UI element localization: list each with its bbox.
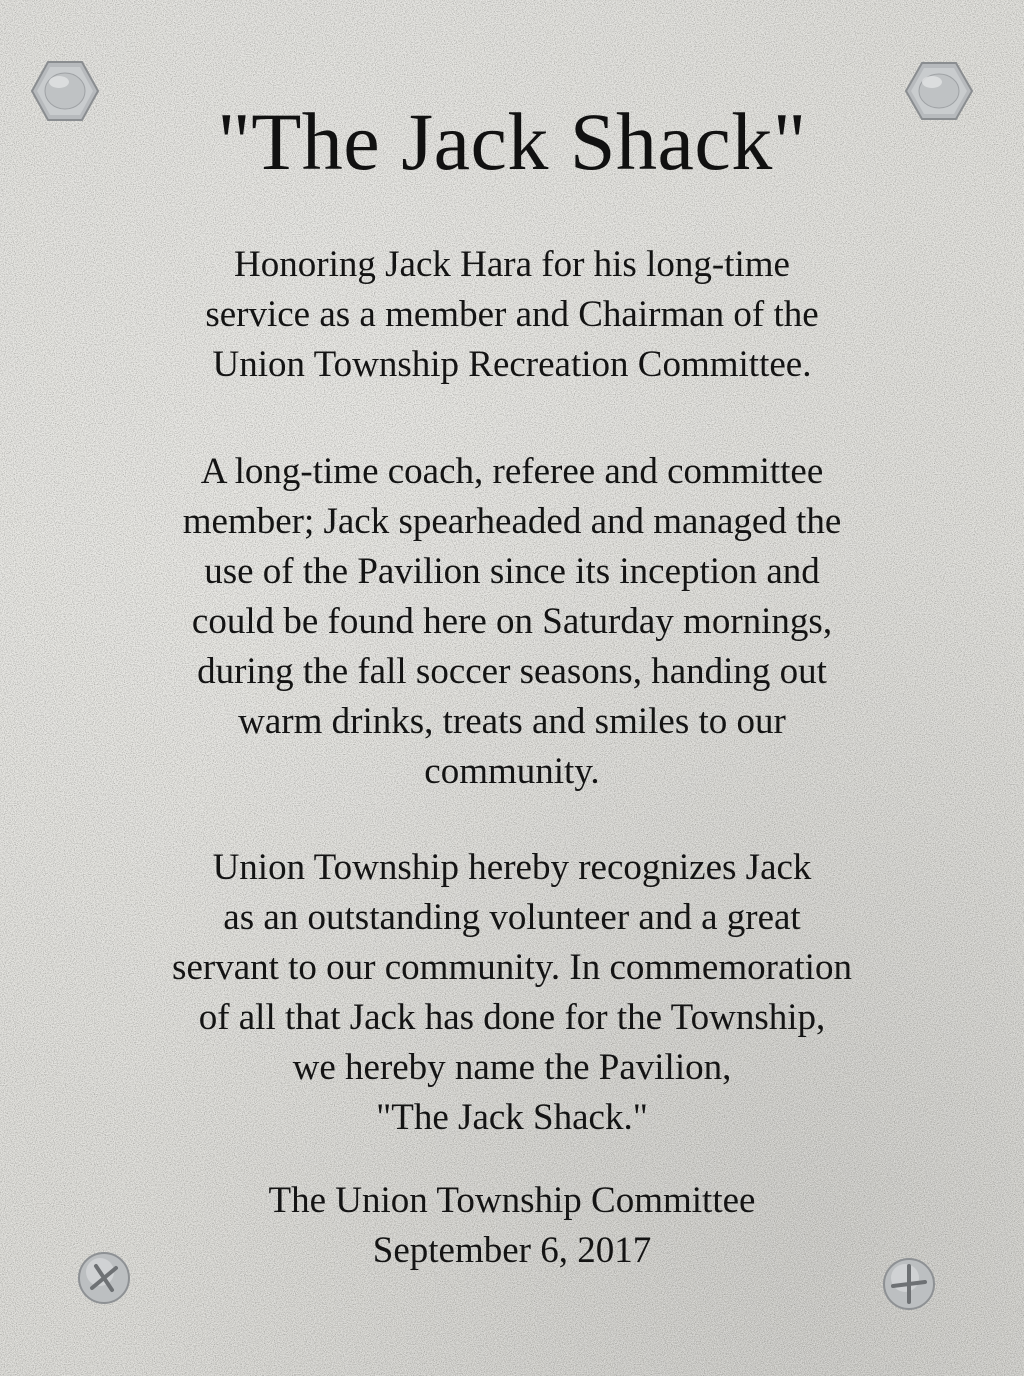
text-line: A long-time coach, referee and committee (200, 451, 824, 492)
text-line: member; Jack spearheaded and managed the (182, 501, 842, 542)
text-line: during the fall soccer seasons, handing out (197, 651, 827, 692)
text-line: use of the Pavilion since its inception and (204, 551, 820, 592)
dedication-paragraph (60, 240, 964, 390)
recognition-paragraph (60, 843, 964, 1143)
text-line: community. (424, 751, 600, 792)
text-line: Honoring Jack Hara for his long-time (234, 244, 790, 285)
text-line: warm drinks, treats and smiles to our (238, 701, 786, 742)
text-line: servant to our community. In commemoration (172, 947, 852, 988)
plaque-title: "The Jack Shack" (217, 96, 807, 187)
text-line: could be found here on Saturday mornings, (191, 601, 833, 642)
signature-committee: The Union Township Committee (268, 1180, 756, 1221)
signature-block (60, 1176, 964, 1276)
biography-paragraph (60, 447, 964, 797)
text-line: Union Township hereby recognizes Jack (212, 847, 812, 888)
text-line: as an outstanding volunteer and a great (223, 897, 801, 938)
text-line: we hereby name the Pavilion, (292, 1047, 732, 1088)
text-line: of all that Jack has done for the Township, (198, 997, 826, 1038)
text-line: service as a member and Chairman of the (205, 294, 819, 335)
text-line: "The Jack Shack." (376, 1097, 648, 1138)
signature-date: September 6, 2017 (372, 1230, 652, 1271)
text-line: Union Township Recreation Committee. (212, 344, 812, 385)
